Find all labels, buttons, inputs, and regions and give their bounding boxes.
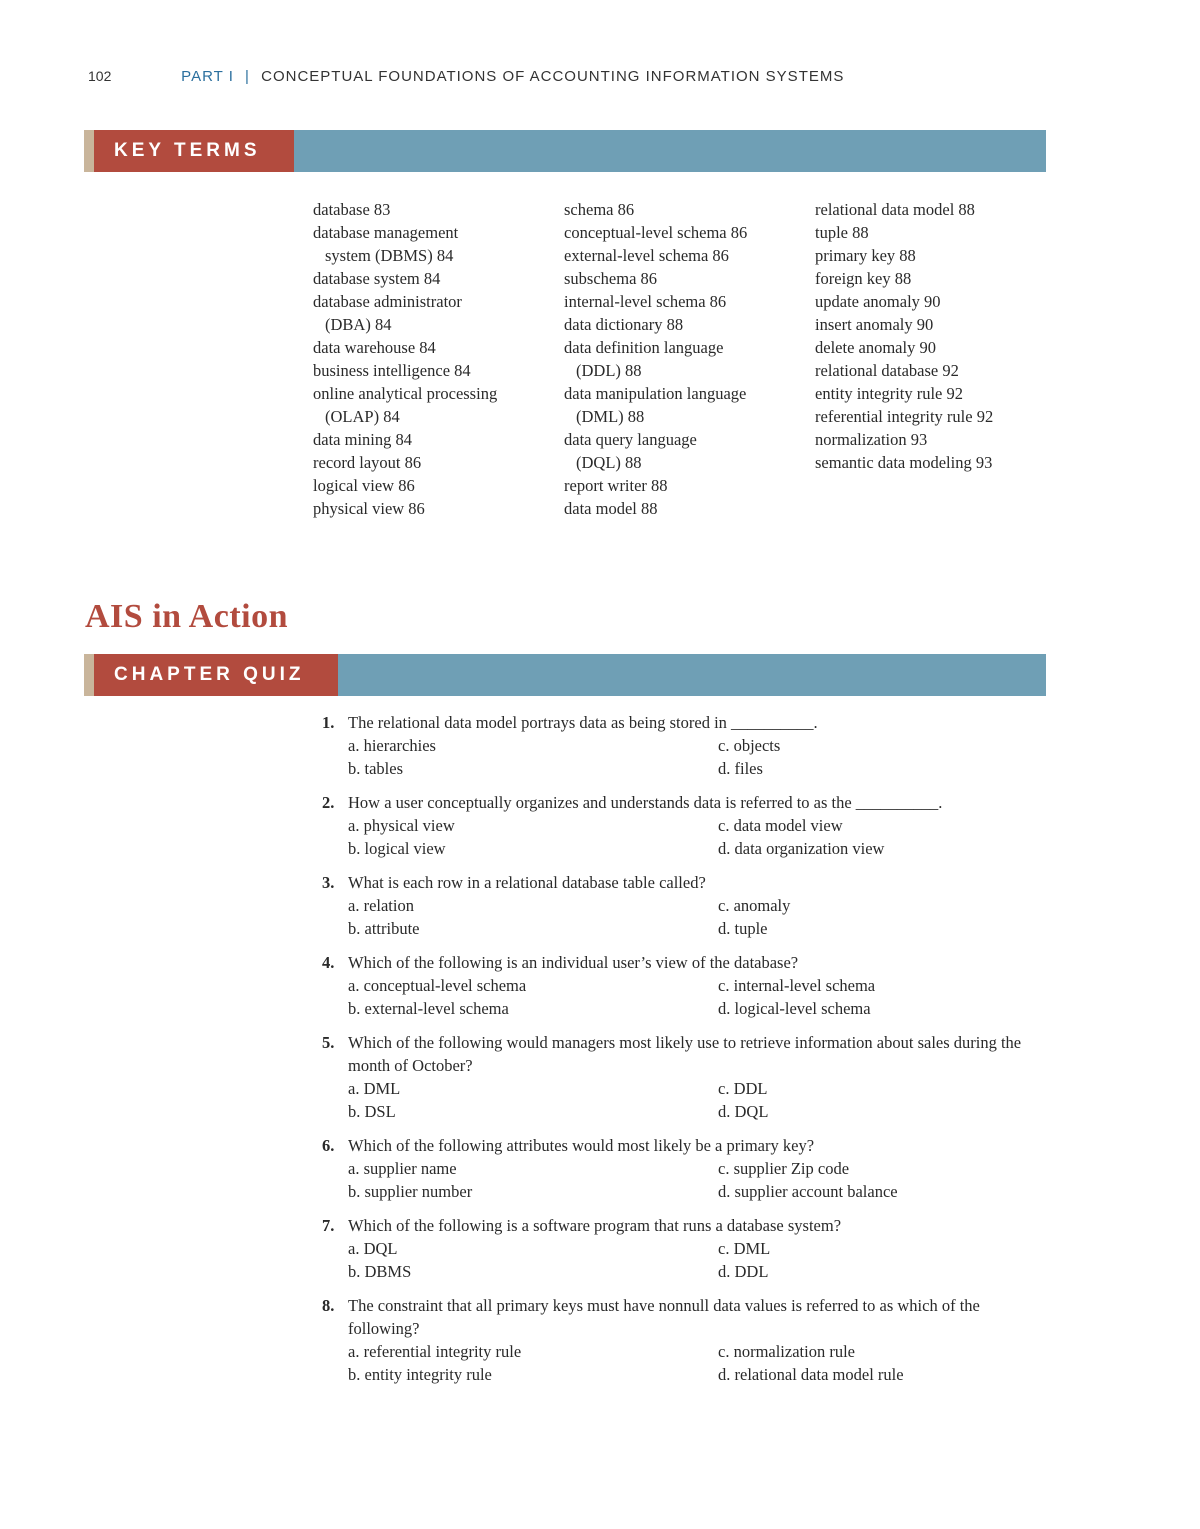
option-c: c. normalization rule [718,1342,855,1361]
term: data query language [564,430,697,449]
option-a: a. relation [348,896,414,915]
term: database system 84 [313,269,441,288]
option-a: a. referential integrity rule [348,1342,522,1361]
question-text: Which of the following is an individual user’s view of the database? [348,953,799,972]
question-text: The relational data model portrays data as being stored in __________. [348,713,818,732]
term: data definition language [564,338,724,357]
quiz-question [322,951,1046,1020]
option-d: d. logical-level schema [718,999,871,1018]
option-a: a. hierarchies [348,736,436,755]
term: online analytical processing [313,384,498,403]
question-text: How a user conceptually organizes and understands data is referred to as the __________. [348,793,943,812]
part-label: PART I [181,68,234,85]
term: relational database 92 [815,361,959,380]
term-continuation: (OLAP) 84 [325,407,400,426]
running-head-title: CONCEPTUAL FOUNDATIONS OF ACCOUNTING INFORMATION SYSTEMS [261,68,845,85]
term: database 83 [313,200,391,219]
term-continuation: (DQL) 88 [576,453,642,472]
term: database administrator [313,292,462,311]
option-c: c. data model view [718,816,843,835]
term: internal-level schema 86 [564,292,727,311]
option-d: d. tuple [718,919,768,938]
term: external-level schema 86 [564,246,729,265]
key-terms-column-1 [313,198,553,520]
question-text: The constraint that all primary keys must have nonnull data values is referred to as which of the following? [348,1296,980,1338]
term-continuation: system (DBMS) 84 [325,246,454,265]
running-head [88,68,1048,85]
banner-accent-stripe [84,654,94,696]
option-b: b. DSL [348,1102,396,1121]
option-a: a. DQL [348,1239,398,1258]
option-c: c. supplier Zip code [718,1159,850,1178]
option-d: d. DQL [718,1102,769,1121]
question-text: Which of the following would managers most likely use to retrieve information about sales during the month of October? [348,1033,1022,1075]
option-b: b. attribute [348,919,420,938]
option-c: c. DML [718,1239,771,1258]
question-text: Which of the following is a software program that runs a database system? [348,1216,842,1235]
question-number: 3. [322,873,335,892]
term: database management [313,223,459,242]
term: schema 86 [564,200,635,219]
term: data dictionary 88 [564,315,684,334]
term: insert anomaly 90 [815,315,934,334]
term: subschema 86 [564,269,658,288]
question-number: 7. [322,1216,335,1235]
option-a: a. DML [348,1079,401,1098]
term: foreign key 88 [815,269,912,288]
quiz-questions [322,711,1046,1397]
question-text: What is each row in a relational database table called? [348,873,706,892]
option-a: a. conceptual-level schema [348,976,527,995]
option-b: b. tables [348,759,403,778]
term-continuation: (DDL) 88 [576,361,642,380]
option-c: c. anomaly [718,896,791,915]
banner-accent-stripe [84,130,94,172]
term: normalization 93 [815,430,928,449]
quiz-question [322,871,1046,940]
term: data model 88 [564,499,658,518]
term: data mining 84 [313,430,412,449]
option-d: d. supplier account balance [718,1182,898,1201]
question-number: 4. [322,953,335,972]
quiz-question [322,1294,1046,1386]
term: data manipulation language [564,384,747,403]
quiz-question [322,711,1046,780]
option-b: b. DBMS [348,1262,412,1281]
question-number: 8. [322,1296,335,1315]
option-b: b. entity integrity rule [348,1365,492,1384]
chapter-quiz-heading: CHAPTER QUIZ [94,654,338,696]
term: data warehouse 84 [313,338,436,357]
quiz-question [322,1214,1046,1283]
option-d: d. files [718,759,763,778]
option-d: d. relational data model rule [718,1365,904,1384]
term: physical view 86 [313,499,425,518]
page-number: 102 [88,68,112,84]
question-number: 2. [322,793,335,812]
chapter-quiz-banner [84,654,1046,696]
option-d: d. data organization view [718,839,885,858]
term: logical view 86 [313,476,415,495]
term: record layout 86 [313,453,422,472]
term: update anomaly 90 [815,292,941,311]
term: referential integrity rule 92 [815,407,994,426]
term: conceptual-level schema 86 [564,223,748,242]
term: delete anomaly 90 [815,338,936,357]
option-d: d. DDL [718,1262,769,1281]
question-number: 1. [322,713,335,732]
term-continuation: (DBA) 84 [325,315,392,334]
question-number: 6. [322,1136,335,1155]
option-c: c. DDL [718,1079,768,1098]
question-text: Which of the following attributes would most likely be a primary key? [348,1136,815,1155]
key-terms-heading: KEY TERMS [94,130,294,172]
term: report writer 88 [564,476,668,495]
term: business intelligence 84 [313,361,471,380]
option-c: c. objects [718,736,781,755]
section-title: AIS in Action [85,598,288,635]
term: primary key 88 [815,246,916,265]
option-b: b. external-level schema [348,999,509,1018]
term: tuple 88 [815,223,869,242]
quiz-question [322,1031,1046,1123]
option-b: b. supplier number [348,1182,473,1201]
option-a: a. physical view [348,816,455,835]
term: relational data model 88 [815,200,975,219]
key-terms-column-2 [564,198,804,520]
term: entity integrity rule 92 [815,384,964,403]
key-terms-banner [84,130,1046,172]
option-a: a. supplier name [348,1159,457,1178]
term-continuation: (DML) 88 [576,407,645,426]
key-terms-column-3 [815,198,1055,474]
quiz-question [322,1134,1046,1203]
header-separator: | [245,68,250,85]
quiz-question [322,791,1046,860]
option-c: c. internal-level schema [718,976,876,995]
term: semantic data modeling 93 [815,453,993,472]
option-b: b. logical view [348,839,446,858]
question-number: 5. [322,1033,335,1052]
